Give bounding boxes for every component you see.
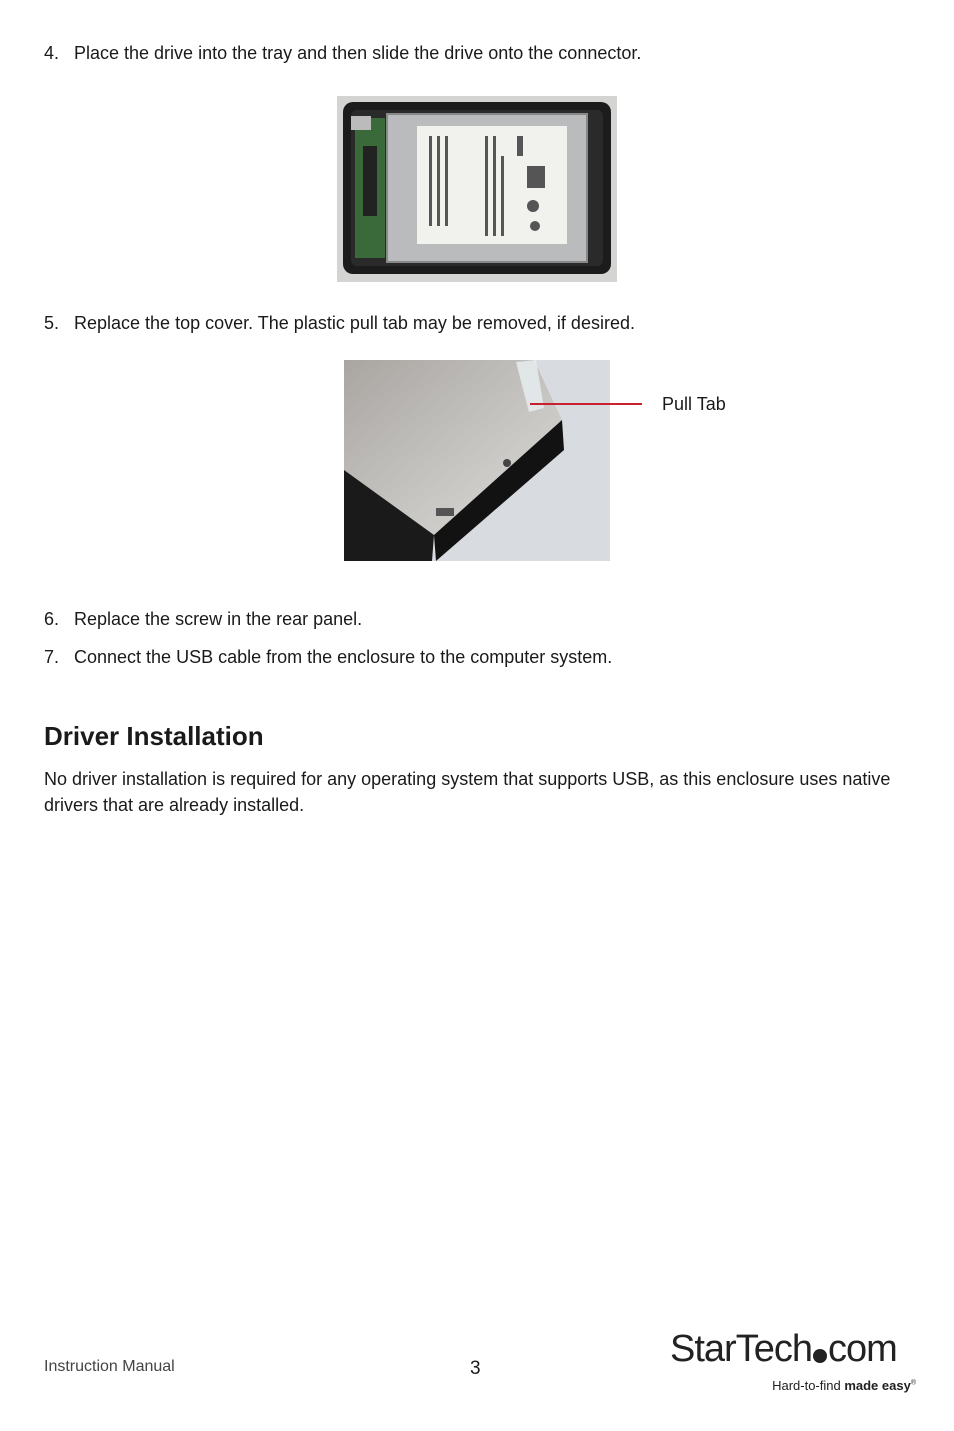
pull-tab-callout-line	[530, 403, 642, 405]
drive-in-tray-photo	[337, 96, 617, 282]
step-text: Replace the top cover. The plastic pull tab may be removed, if desired.	[74, 313, 635, 333]
tagline-plain: Hard-to-find	[772, 1378, 845, 1393]
logo-tagline	[772, 1378, 916, 1393]
step-text: Replace the screw in the rear panel.	[74, 609, 363, 629]
section-body: No driver installation is required for any operating system that supports USB, as this enclosure uses native drivers that are already installed.	[44, 769, 891, 815]
step-5	[44, 312, 635, 334]
logo-text-right: com	[827, 1328, 897, 1370]
step-text: Connect the USB cable from the enclosure to the computer system.	[74, 647, 613, 667]
registered-mark: ®	[910, 1379, 916, 1387]
footer-label: Instruction Manual	[44, 1358, 175, 1375]
step-text: Place the drive into the tray and then slide the drive onto the connector.	[74, 43, 642, 63]
page-number: 3	[470, 1358, 481, 1379]
step-number: 4.	[44, 43, 60, 63]
step-number: 7.	[44, 647, 60, 667]
step-7	[44, 646, 612, 668]
tagline-bold: made easy	[844, 1378, 911, 1393]
step-4	[44, 42, 641, 64]
step-6	[44, 608, 362, 630]
section-title: Driver Installation	[44, 721, 264, 751]
pull-tab-label: Pull Tab	[662, 394, 726, 414]
logo-text-left: StarTech	[670, 1328, 812, 1370]
startech-logo	[670, 1328, 920, 1400]
enclosure-cover-photo	[344, 360, 610, 561]
step-number: 6.	[44, 609, 60, 629]
step-number: 5.	[44, 313, 60, 333]
logo-dot-icon	[813, 1349, 827, 1363]
